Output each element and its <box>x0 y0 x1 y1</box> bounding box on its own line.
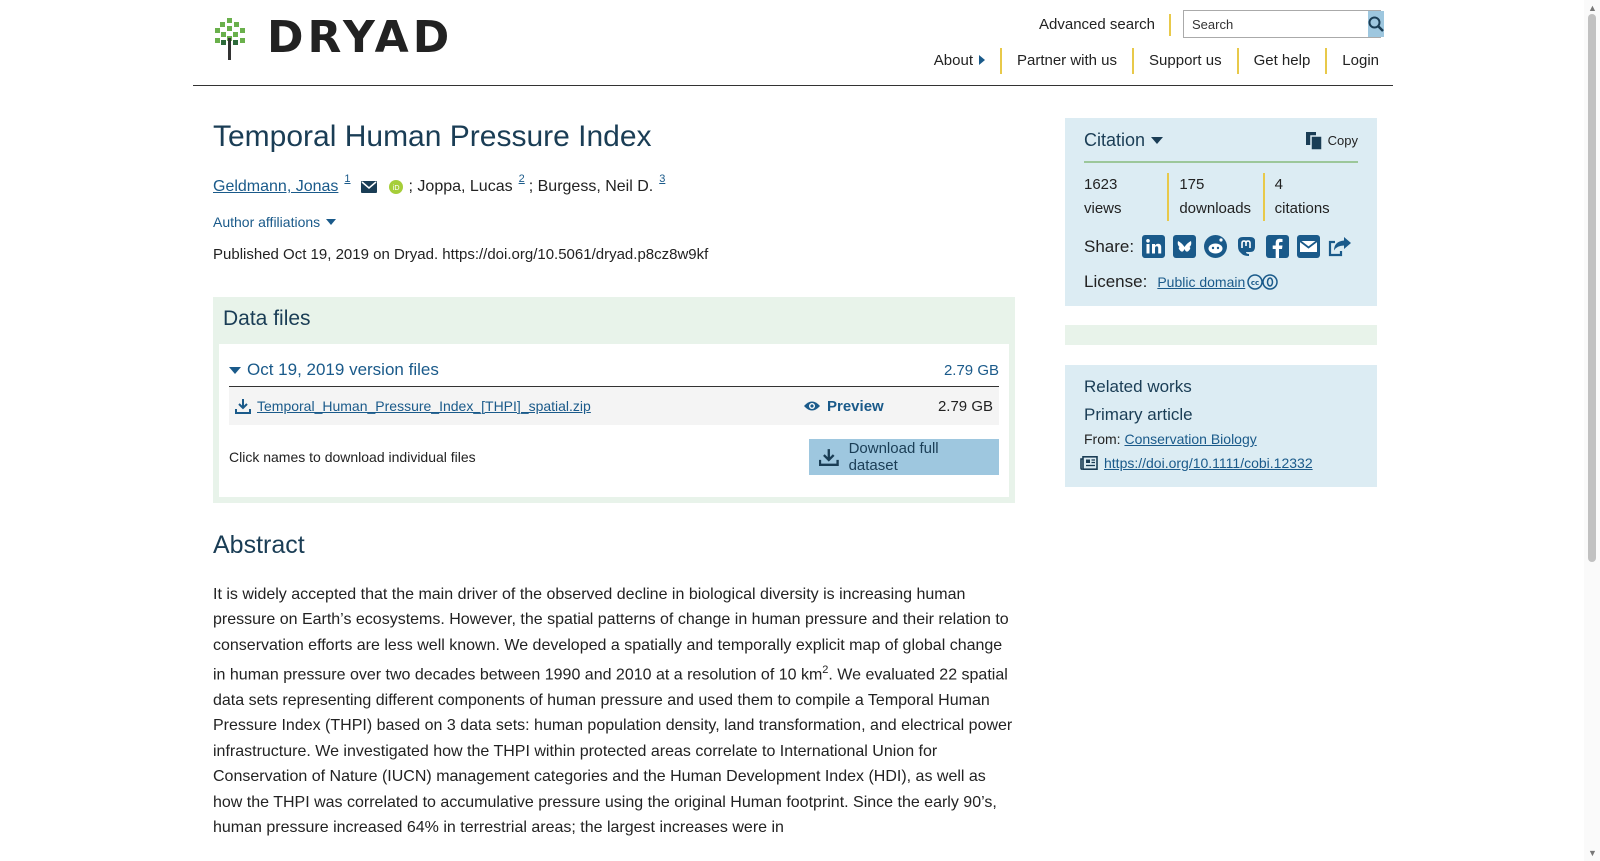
nav-partner[interactable] <box>1000 48 1132 74</box>
journal-link[interactable]: Conservation Biology <box>1124 431 1257 447</box>
citation-toggle[interactable] <box>1084 130 1163 151</box>
views-stat <box>1084 173 1167 221</box>
author-name: ; Joppa, Lucas <box>408 178 513 195</box>
advanced-search-link[interactable]: Advanced search <box>1039 14 1171 36</box>
citation-header <box>1084 130 1358 163</box>
site-header <box>193 0 1393 86</box>
copy-label: Copy <box>1327 133 1358 148</box>
logo-text: DRYAD <box>267 12 454 63</box>
scrollbar[interactable] <box>1584 0 1600 861</box>
affiliation-ref <box>519 173 525 185</box>
scrollbar-thumb[interactable] <box>1588 14 1596 562</box>
search-input[interactable] <box>1184 11 1368 37</box>
superscript: 2 <box>822 664 829 677</box>
share-row <box>1084 235 1358 258</box>
nav-about-label: About <box>933 52 973 69</box>
primary-article-heading: Primary article <box>1084 405 1193 424</box>
downloads-stat <box>1167 173 1262 221</box>
main-content <box>213 110 1015 840</box>
nav-help[interactable] <box>1237 48 1326 74</box>
version-label: Oct 19, 2019 version files <box>247 360 439 379</box>
search-button[interactable] <box>1368 11 1384 37</box>
license-link[interactable]: Public domain <box>1157 274 1246 290</box>
data-files-footer <box>229 439 999 475</box>
version-size: 2.79 GB <box>943 361 999 379</box>
article-icon <box>1080 456 1098 470</box>
author-affiliations-toggle[interactable] <box>213 214 1015 230</box>
license-row <box>1084 272 1358 292</box>
file-name-cell <box>235 398 803 414</box>
tree-icon <box>213 16 249 60</box>
affiliation-ref-link[interactable]: 1 <box>344 173 351 185</box>
cc-zero-icon <box>1247 274 1279 290</box>
nav-support-label: Support us <box>1149 52 1222 69</box>
affiliation-ref <box>344 173 350 185</box>
share-external-icon[interactable] <box>1328 235 1352 258</box>
share-label: Share: <box>1084 236 1135 256</box>
citations-stat <box>1263 173 1358 221</box>
download-icon <box>235 398 251 414</box>
related-works-panel <box>1065 365 1377 487</box>
nav-login[interactable] <box>1325 48 1379 74</box>
data-files-body <box>219 344 1009 497</box>
abstract-text <box>213 582 1015 840</box>
main-nav <box>919 48 1379 74</box>
citation-panel <box>1065 118 1377 306</box>
caret-down-icon <box>229 367 241 374</box>
email-icon[interactable] <box>361 181 377 193</box>
license-label: License: <box>1084 272 1148 291</box>
email-share-icon[interactable] <box>1297 235 1320 258</box>
preview-button[interactable] <box>803 398 933 415</box>
bluesky-icon[interactable] <box>1173 235 1196 258</box>
copy-citation-button[interactable] <box>1306 132 1358 150</box>
caret-down-icon <box>1151 137 1163 144</box>
nav-partner-label: Partner with us <box>1016 52 1118 69</box>
stat-label: citations <box>1274 200 1330 217</box>
version-toggle[interactable] <box>229 360 439 380</box>
version-header <box>229 360 999 387</box>
caret-down-icon <box>326 219 336 225</box>
reddit-icon[interactable] <box>1204 235 1227 258</box>
nav-help-label: Get help <box>1253 52 1311 69</box>
affiliation-ref <box>659 173 665 185</box>
citation-label: Citation <box>1084 130 1146 150</box>
eye-icon <box>803 400 821 412</box>
publication-info: Published Oct 19, 2019 on Dryad. https://doi.org/10.5061/dryad.p8cz8w9kf <box>213 246 709 263</box>
data-files-heading: Data files <box>223 307 311 330</box>
orcid-icon[interactable] <box>389 180 403 194</box>
author-affiliations-label: Author affiliations <box>213 214 321 230</box>
metrics <box>1084 173 1358 221</box>
download-full-dataset-button[interactable] <box>809 439 999 475</box>
copy-icon <box>1306 132 1322 150</box>
svg-text:cc: cc <box>1251 279 1260 287</box>
scroll-down-arrow-icon[interactable]: ▼ <box>1588 848 1597 858</box>
affiliation-ref-link[interactable]: 3 <box>659 173 666 185</box>
abstract-part-1: It is widely accepted that the main driver of the observed decline in biological diversity is increasing human pressure on Earth’s ecosystems. However, the spatial patterns of change in human pressure and their relation to conservation efforts are less well known. We developed a spatially and temporally explicit map of global change in human pressure over two decades between 1990 and 2010 at a resolution of 10 km <box>213 586 1009 684</box>
affiliation-ref-link[interactable]: 2 <box>518 173 525 185</box>
abstract-heading: Abstract <box>213 531 305 559</box>
page-title: Temporal Human Pressure Index <box>213 120 652 153</box>
stat-value: 4 <box>1274 176 1283 193</box>
nav-support[interactable] <box>1132 48 1237 74</box>
facebook-icon[interactable] <box>1266 235 1289 258</box>
scroll-up-arrow-icon[interactable]: ▲ <box>1588 3 1597 13</box>
search-icon <box>1368 16 1384 32</box>
linkedin-icon[interactable] <box>1142 235 1165 258</box>
data-files-panel <box>213 297 1015 503</box>
related-doi-row <box>1080 455 1358 471</box>
file-download-link[interactable]: Temporal_Human_Pressure_Index_[THPI]_spatial.zip <box>257 398 591 414</box>
author-name: ; Burgess, Neil D. <box>528 178 654 195</box>
nav-login-label: Login <box>1342 52 1379 69</box>
mastodon-icon[interactable] <box>1235 235 1258 258</box>
author-list <box>213 173 1015 196</box>
nav-about[interactable] <box>919 48 1000 74</box>
stat-label: views <box>1084 200 1122 217</box>
journal-line <box>1084 431 1358 447</box>
dryad-logo[interactable] <box>213 12 454 63</box>
stat-label: downloads <box>1179 200 1252 217</box>
author-link[interactable]: Geldmann, Jonas <box>213 178 339 195</box>
from-label: From: <box>1084 431 1121 447</box>
download-icon <box>819 448 839 466</box>
download-full-dataset-label: Download full dataset <box>848 440 939 474</box>
sidebar-spacer <box>1065 325 1377 345</box>
related-works-heading: Related works <box>1084 377 1192 396</box>
file-row <box>229 387 999 425</box>
search-box <box>1183 10 1381 38</box>
stat-value: 175 <box>1179 176 1205 193</box>
related-doi-link[interactable]: https://doi.org/10.1111/cobi.12332 <box>1104 455 1313 471</box>
file-size: 2.79 GB <box>937 397 993 415</box>
svg-text:iD: iD <box>391 184 400 192</box>
preview-label: Preview <box>827 397 884 415</box>
download-hint: Click names to download individual files <box>229 449 476 465</box>
share-icons <box>1142 235 1352 258</box>
sidebar <box>1065 118 1377 487</box>
stat-value: 1623 <box>1084 176 1118 193</box>
abstract-part-2: . We evaluated 22 spatial data sets representing different components of human pressure and used them to compile a Temporal Human Pressure Index (THPI) based on 3 data sets: human population density, land transformation, and electrical power infrastructure. We investigated how the THPI within protected areas correlate to International Union for Conservation of Nature (IUCN) management categories and the Human Development Index (HDI), as well as how the THPI was correlated to accumulative pressure using the original Human footprint. Since the early 90’s, human pressure increased 64% in terrestrial areas; the largest increases were in <box>213 666 1013 836</box>
caret-right-icon <box>979 55 985 65</box>
